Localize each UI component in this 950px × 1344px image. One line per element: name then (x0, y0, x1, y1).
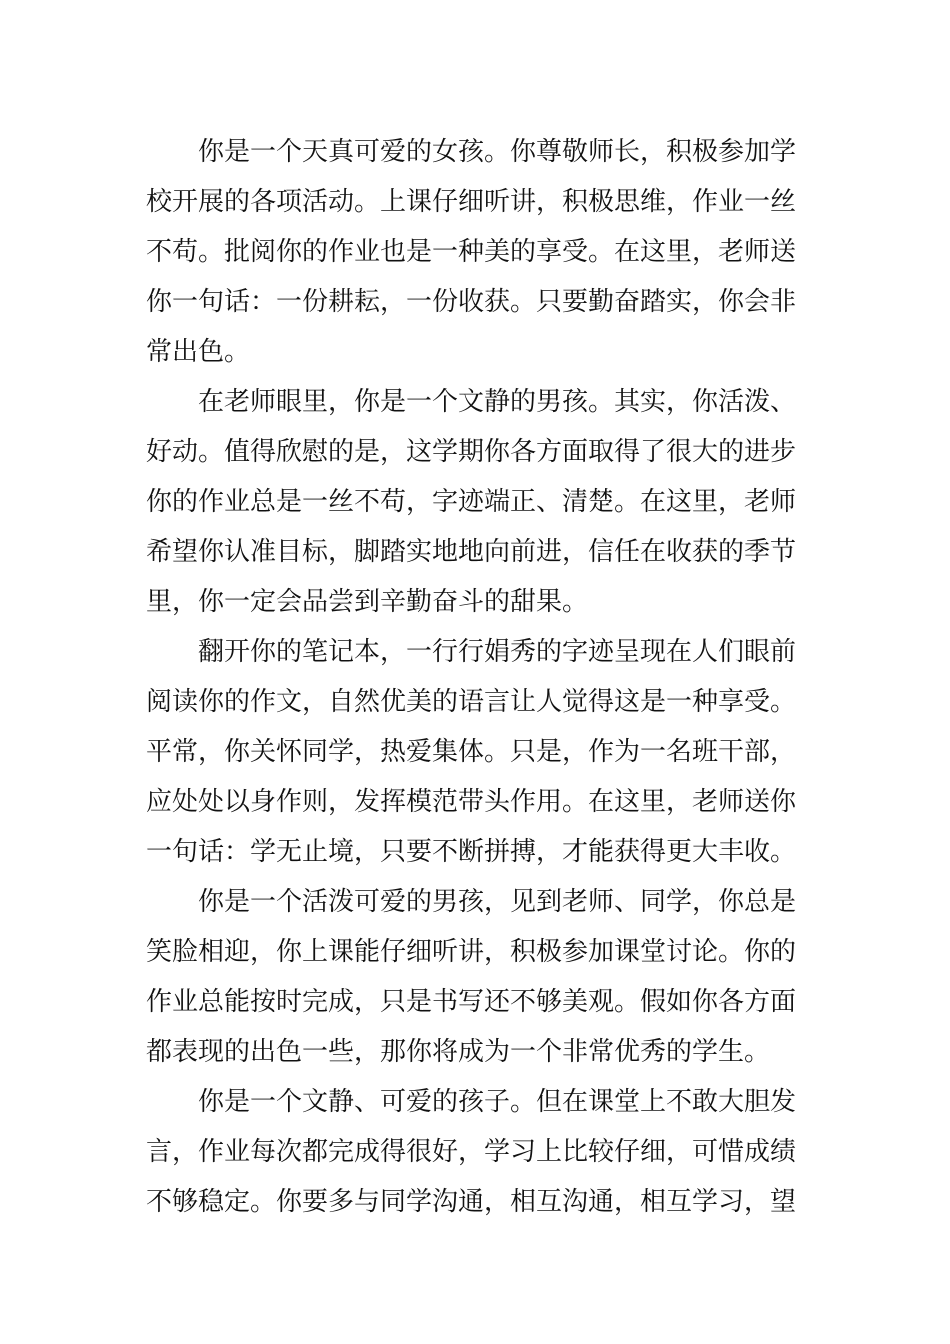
text-line: 应处处以身作则，发挥模范带头作用。在这里，老师送你 (146, 787, 797, 817)
text-line: 都表现的出色一些，那你将成为一个非常优秀的学生。 (146, 1037, 771, 1067)
text-line: 好动。值得欣慰的是，这学期你各方面取得了很大的进步 (146, 437, 797, 467)
text-line: 不苟。批阅你的作业也是一种美的享受。在这里，老师送 (146, 237, 797, 267)
text-line: 笑脸相迎，你上课能仔细听讲，积极参加课堂讨论。你的 (146, 937, 797, 967)
text-line: 你是一个活泼可爱的男孩，见到老师、同学，你总是 (198, 887, 797, 917)
paragraph-3 (146, 627, 806, 877)
paragraph-1 (146, 127, 806, 377)
text-line: 在老师眼里，你是一个文静的男孩。其实，你活泼、 (198, 387, 797, 417)
text-line: 你是一个天真可爱的女孩。你尊敬师长，积极参加学 (198, 137, 797, 167)
text-line: 平常，你关怀同学，热爱集体。只是，作为一名班干部， (146, 737, 797, 767)
text-line: 你是一个文静、可爱的孩子。但在课堂上不敢大胆发 (198, 1087, 797, 1117)
text-line: 作业总能按时完成，只是书写还不够美观。假如你各方面 (146, 987, 797, 1017)
text-line: 校开展的各项活动。上课仔细听讲，积极思维，作业一丝 (146, 187, 797, 217)
paragraph-5 (146, 1077, 806, 1227)
text-line: 阅读你的作文，自然优美的语言让人觉得这是一种享受。 (146, 687, 797, 717)
text-line: 希望你认准目标，脚踏实地地向前进，信任在收获的季节 (146, 537, 797, 567)
paragraph-2 (146, 377, 806, 627)
text-line: 言，作业每次都完成得很好，学习上比较仔细，可惜成绩 (146, 1137, 797, 1167)
text-line: 不够稳定。你要多与同学沟通，相互沟通，相互学习，望 (146, 1187, 797, 1217)
text-line: 你一句话：一份耕耘，一份收获。只要勤奋踏实，你会非 (146, 287, 797, 317)
document-body (146, 127, 806, 1227)
text-line: 里，你一定会品尝到辛勤奋斗的甜果。 (146, 587, 589, 617)
text-line: 翻开你的笔记本，一行行娟秀的字迹呈现在人们眼前 (198, 637, 797, 667)
text-line: 一句话：学无止境，只要不断拼搏，才能获得更大丰收。 (146, 837, 797, 867)
paragraph-4 (146, 877, 806, 1077)
text-line: 你的作业总是一丝不苟，字迹端正、清楚。在这里，老师 (146, 487, 797, 517)
text-line: 常出色。 (146, 337, 251, 367)
